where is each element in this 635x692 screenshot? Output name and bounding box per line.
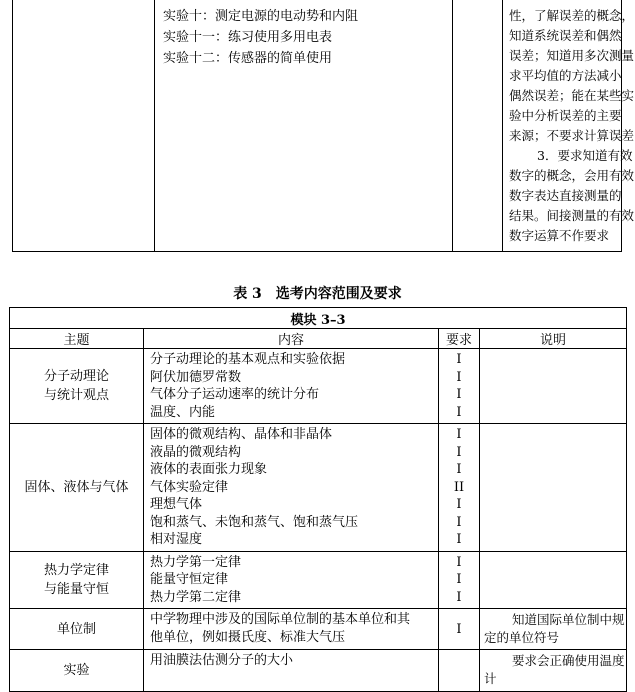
requirement-line: 求平均值的方法减小 xyxy=(509,68,622,83)
level-value: I xyxy=(456,572,462,587)
content-item: 理想气体 xyxy=(150,497,203,512)
requirement-line: 结果。间接测量的有效 xyxy=(509,208,635,223)
topic-line: 与统计观点 xyxy=(43,388,109,403)
top-table-content-cell xyxy=(155,0,453,252)
level-cell xyxy=(439,609,480,650)
module-title: 模块 3–3 xyxy=(10,308,627,329)
content-item: 饱和蒸气、未饱和蒸气、饱和蒸气压 xyxy=(150,514,359,530)
topic-cell xyxy=(10,551,144,609)
level-cell xyxy=(439,551,480,609)
requirement-line: 性，了解误差的概念， xyxy=(509,8,635,23)
table-row xyxy=(10,551,627,609)
content-cell xyxy=(144,349,439,424)
note-line: 定的单位符号 xyxy=(484,630,560,645)
top-table-level-cell xyxy=(453,0,503,252)
level-value: I xyxy=(456,622,462,638)
level-value: I xyxy=(456,532,462,547)
level-value: I xyxy=(456,387,462,402)
table-row xyxy=(10,424,627,552)
requirement-line: 来源；不要求计算误差 xyxy=(509,128,635,143)
experiment-line: 实验十一：练习使用多用电表 xyxy=(163,30,333,45)
content-item: 用油膜法估测分子的大小 xyxy=(150,653,294,668)
note-line: 要求会正确使用温度 xyxy=(512,653,625,668)
table-row xyxy=(10,650,627,692)
level-value: I xyxy=(456,497,462,512)
content-cell xyxy=(144,551,439,609)
level-cell xyxy=(439,424,480,552)
table-row xyxy=(10,609,627,650)
content-item: 能量守恒定律 xyxy=(150,572,229,587)
content-cell xyxy=(144,650,439,692)
experiment-line: 实验十二：传感器的简单使用 xyxy=(163,51,333,66)
header-content: 内容 xyxy=(144,329,439,349)
topic-line: 分子动理论 xyxy=(43,369,109,384)
content-item: 气体实验定律 xyxy=(150,479,229,495)
content-item: 他单位，例如摄氏度、标准大气压 xyxy=(150,629,346,645)
level-value: I xyxy=(456,514,462,530)
note-cell xyxy=(480,650,627,692)
requirement-line: 偶然误差；能在某些实 xyxy=(509,88,635,103)
topic-line: 单位制 xyxy=(56,621,96,637)
topic-line: 与能量守恒 xyxy=(43,581,109,597)
header-level: 要求 xyxy=(439,329,480,349)
content-item: 中学物理中涉及的国际单位制的基本单位和其 xyxy=(150,612,411,627)
note-cell xyxy=(480,551,627,609)
header-note: 说明 xyxy=(480,329,627,349)
content-item: 热力学第二定律 xyxy=(150,589,242,605)
content-item: 固体的微观结构、晶体和非晶体 xyxy=(150,427,333,442)
requirement-line: 3．要求知道有效 xyxy=(537,148,633,163)
requirement-line: 知道系统误差和偶然 xyxy=(509,28,622,43)
content-item: 相对湿度 xyxy=(150,532,203,547)
content-item: 阿伏加德罗常数 xyxy=(150,369,242,385)
top-table xyxy=(12,0,635,252)
level-value: I xyxy=(456,554,462,570)
requirement-line: 数字的概念，会用有效 xyxy=(509,168,635,183)
content-item: 温度、内能 xyxy=(150,404,216,420)
note-line: 计 xyxy=(484,671,497,686)
level-value: I xyxy=(456,589,462,605)
content-cell xyxy=(144,424,439,552)
topic-cell xyxy=(10,650,144,692)
note-line: 知道国际单位制中规 xyxy=(512,612,625,627)
table-caption: 表 3 选考内容范围及要求 xyxy=(233,286,402,302)
requirement-line: 误差；知道用多次测量 xyxy=(509,48,635,63)
level-cell xyxy=(439,349,480,424)
requirement-line: 数字运算不作要求 xyxy=(509,228,610,243)
content-item: 热力学第一定律 xyxy=(150,554,242,570)
note-cell xyxy=(480,424,627,552)
topic-cell xyxy=(10,609,144,650)
level-value: II xyxy=(453,479,465,495)
topic-cell xyxy=(10,424,144,552)
level-cell xyxy=(439,650,480,692)
note-cell xyxy=(480,609,627,650)
content-item: 液体的表面张力现象 xyxy=(150,462,268,477)
topic-cell xyxy=(10,349,144,424)
top-table-note-cell xyxy=(503,0,635,252)
content-cell xyxy=(144,609,439,650)
experiment-line: 实验十：测定电源的电动势和内阻 xyxy=(163,9,359,24)
top-table-topic-cell xyxy=(13,0,155,252)
content-item: 分子动理论的基本观点和实验依据 xyxy=(150,352,346,367)
level-value: I xyxy=(456,369,462,385)
topic-line: 固体、液体与气体 xyxy=(24,479,129,495)
topic-line: 实验 xyxy=(63,663,90,678)
level-value: I xyxy=(456,404,462,420)
header-topic: 主题 xyxy=(10,329,144,349)
content-item: 液晶的微观结构 xyxy=(150,444,242,460)
level-value: I xyxy=(456,462,462,477)
table-row xyxy=(10,349,627,424)
level-value: I xyxy=(456,444,462,460)
topic-line: 热力学定律 xyxy=(43,562,109,578)
module-table xyxy=(9,307,627,692)
level-value: I xyxy=(456,352,462,367)
level-value: I xyxy=(456,427,462,442)
content-item: 气体分子运动速率的统计分布 xyxy=(150,387,320,402)
requirement-line: 数字表达直接测量的 xyxy=(509,188,622,203)
note-cell xyxy=(480,349,627,424)
requirement-line: 验中分析误差的主要 xyxy=(509,108,622,123)
